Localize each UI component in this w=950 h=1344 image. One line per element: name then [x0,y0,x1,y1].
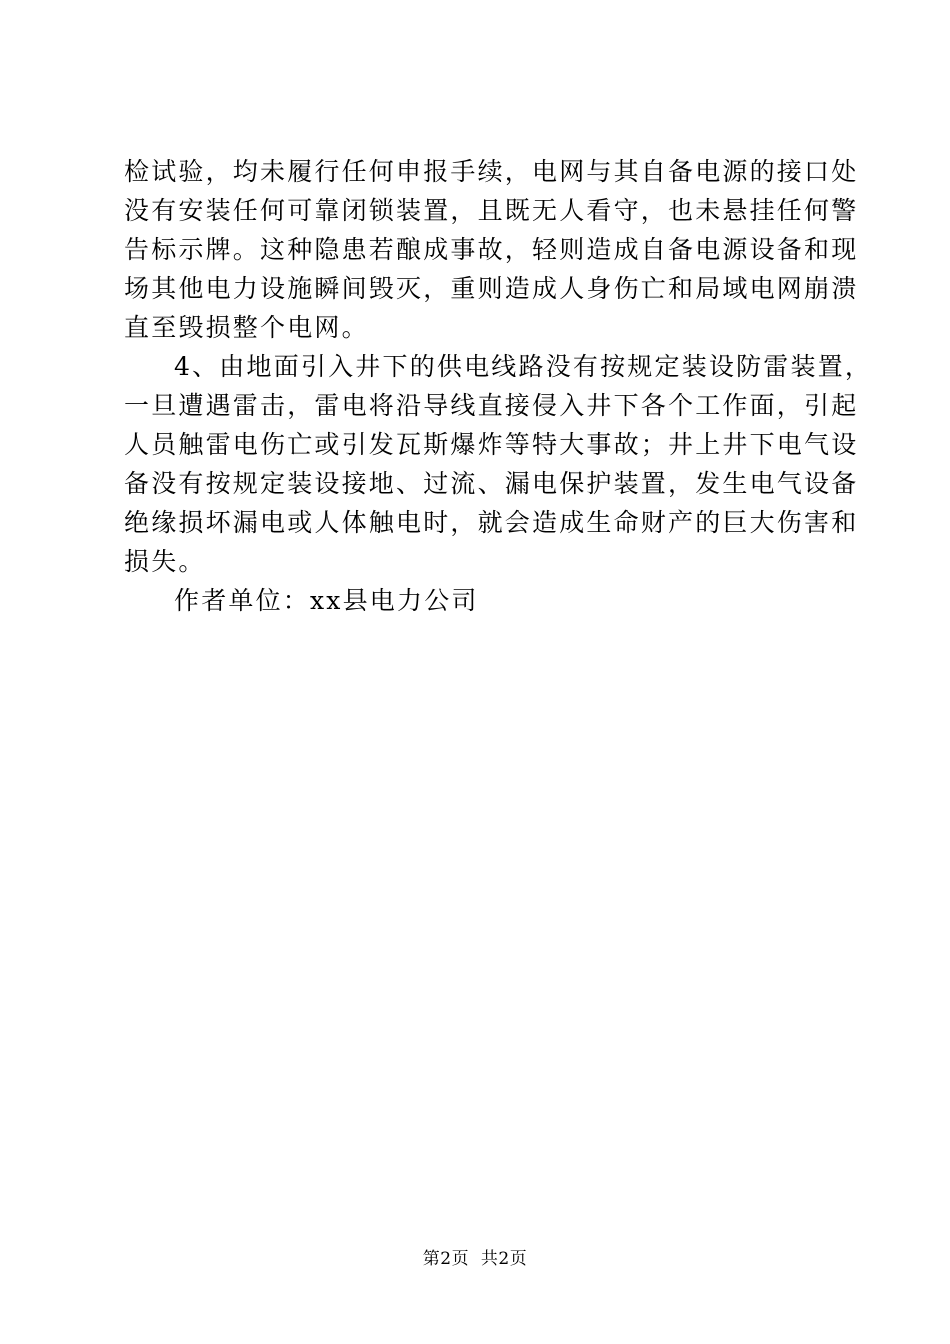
document-body [124,152,873,620]
author-affiliation: 作者单位：xx县电力公司 [174,586,479,615]
text-line: 没有安装任何可靠闭锁装置，且既无人看守，也未悬挂任何警 [124,196,859,225]
text-line: 场其他电力设施瞬间毁灭，重则造成人身伤亡和局域电网崩溃 [124,274,859,303]
text-line: 检试验，均未履行任何申报手续，电网与其自备电源的接口处 [124,157,859,186]
text-line: 绝缘损坏漏电或人体触电时，就会造成生命财产的巨大伤害和 [124,508,859,537]
paragraph-start-line: 4、由地面引入井下的供电线路没有按规定装设防雷装置， [174,352,873,381]
page-number-footer: 第2页 共2页 [422,1249,528,1269]
text-line: 告标示牌。这种隐患若酿成事故，轻则造成自备电源设备和现 [124,235,859,264]
text-line: 直至毁损整个电网。 [124,313,369,342]
text-line: 损失。 [124,547,206,576]
text-line: 人员触雷电伤亡或引发瓦斯爆炸等特大事故；井上井下电气设 [124,430,859,459]
text-line: 一旦遭遇雷击，雷电将沿导线直接侵入井下各个工作面，引起 [124,391,859,420]
text-line: 备没有按规定装设接地、过流、漏电保护装置，发生电气设备 [124,469,859,498]
